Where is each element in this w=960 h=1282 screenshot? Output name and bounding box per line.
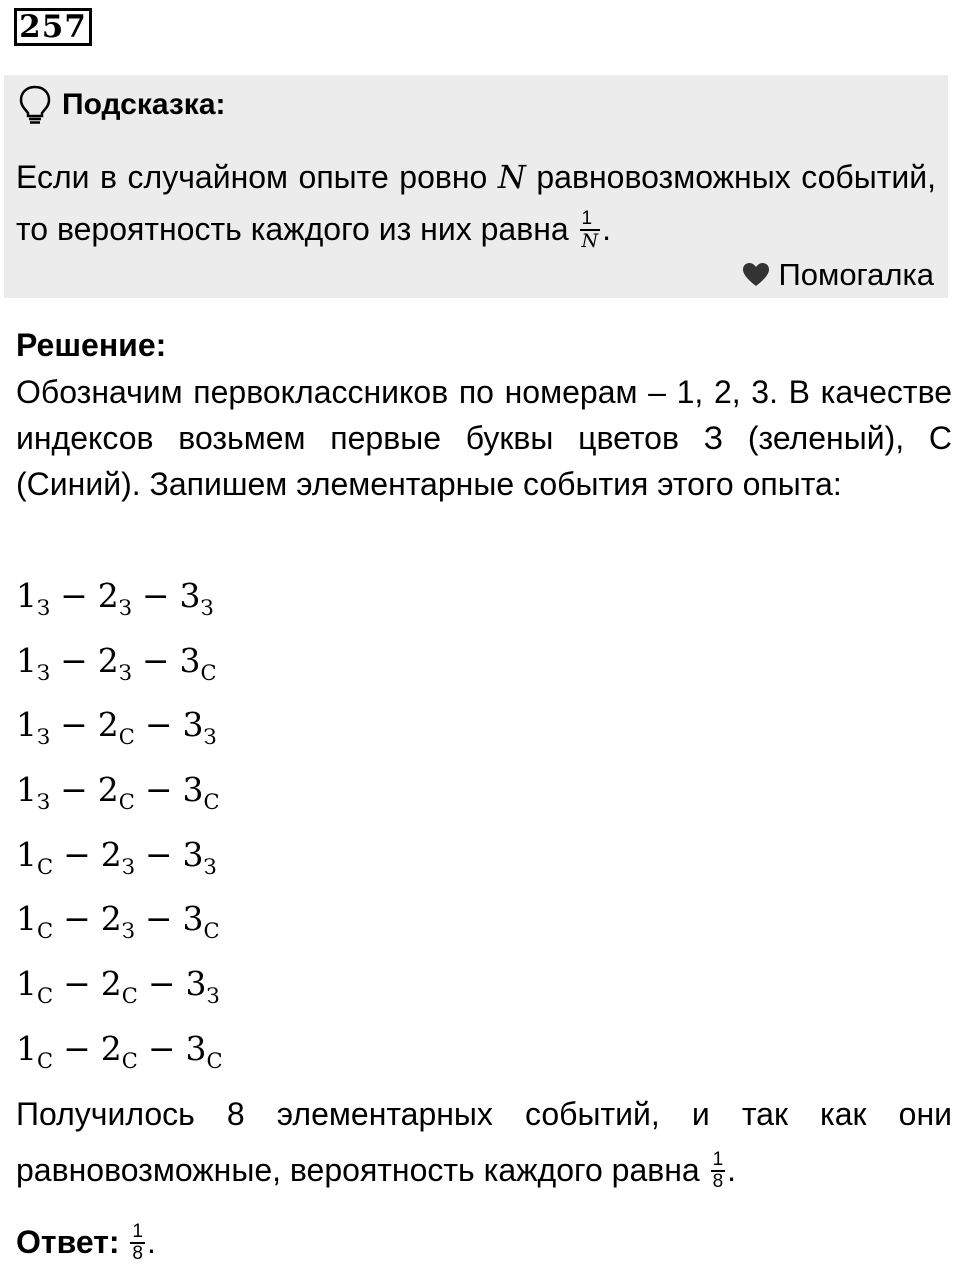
event-term: $3_С$ [182, 770, 220, 815]
minus-sign: − [63, 834, 91, 874]
minus-sign: − [63, 1028, 91, 1068]
task-number: 257 [14, 8, 92, 46]
color-index: З [200, 596, 214, 620]
color-index: С [200, 660, 217, 685]
minus-sign: − [60, 640, 88, 680]
event-row [16, 823, 223, 888]
event-term: $2_С$ [97, 770, 135, 815]
event-row [16, 887, 223, 952]
minus-sign: − [63, 964, 91, 1004]
color-index: С [37, 984, 54, 1009]
color-index: С [118, 725, 135, 750]
event-term: $2_С$ [100, 1028, 138, 1073]
color-index: С [118, 790, 135, 815]
event-term: $3_З$ [182, 834, 217, 879]
color-index: С [206, 1048, 223, 1073]
event-term: $3_С$ [179, 640, 217, 685]
event-term: $1_С$ [16, 1028, 54, 1073]
minus-sign: − [144, 705, 173, 745]
color-index: З [37, 660, 51, 685]
event-term: $1_С$ [16, 899, 54, 944]
minus-sign: − [147, 1028, 176, 1068]
color-index: С [37, 1048, 54, 1073]
minus-sign: − [144, 834, 173, 874]
event-term: $1_С$ [16, 964, 54, 1009]
event-term: $2_З$ [97, 576, 132, 620]
color-index: З [37, 790, 51, 815]
color-index: С [203, 790, 220, 815]
event-row [16, 758, 223, 823]
event-term: $3_С$ [182, 899, 220, 944]
minus-sign: − [141, 640, 170, 680]
event-term: $2_З$ [100, 834, 135, 879]
credit [742, 257, 934, 293]
event-row [16, 629, 223, 694]
minus-sign: − [144, 770, 173, 810]
event-term: $1_З$ [16, 640, 51, 685]
solution-title: Решение: [16, 327, 167, 363]
event-term: $1_З$ [16, 770, 51, 815]
event-term: $2_С$ [97, 705, 135, 750]
event-term: $3_З$ [182, 705, 217, 750]
event-term: $1_С$ [16, 834, 54, 879]
event-term: $2_С$ [100, 964, 138, 1009]
minus-sign: − [144, 899, 173, 939]
event-row [16, 1017, 223, 1082]
minus-sign: − [60, 770, 88, 810]
minus-sign: − [141, 576, 170, 615]
event-row [16, 952, 223, 1017]
event-term: $3_З$ [179, 576, 214, 620]
fraction-1-n: $\frac{1}{N}$ [581, 207, 599, 252]
color-index: З [203, 854, 217, 879]
event-term: $3_С$ [185, 1028, 223, 1073]
event-row [16, 564, 223, 629]
color-index: С [37, 919, 54, 944]
hint-header [18, 85, 226, 125]
minus-sign: − [60, 705, 88, 745]
hint-title: Подсказка: [62, 88, 226, 121]
event-term: $2_З$ [97, 640, 132, 685]
fraction-1-8: $\frac{1}{8}$ [712, 1148, 724, 1192]
minus-sign: − [63, 899, 91, 939]
hint-box [4, 75, 948, 298]
color-index: С [37, 854, 54, 879]
minus-sign: − [147, 964, 176, 1004]
color-index: С [121, 1048, 138, 1073]
color-index: З [37, 596, 51, 620]
hint-text: Если в случайном опыте ровно N равновозможных событий, то вероятность каждого из них равна $\frac{1}{N}$ . [16, 158, 937, 252]
color-index: С [203, 919, 220, 944]
color-index: З [37, 725, 51, 750]
color-index: З [121, 854, 135, 879]
events-list [16, 564, 223, 1082]
event-term: $2_З$ [100, 899, 135, 944]
lightbulb-icon [18, 85, 52, 125]
heart-icon [742, 262, 770, 288]
color-index: З [121, 919, 135, 944]
minus-sign: − [60, 576, 88, 615]
event-row [16, 693, 223, 758]
color-index: З [206, 984, 220, 1009]
event-term: $3_З$ [185, 964, 220, 1009]
color-index: З [118, 660, 132, 685]
conclusion-text: Получилось 8 элементарных событий, и так как они равновозможные, вероятность каждого равна $\frac{1}{8}$ . [16, 1096, 952, 1192]
color-index: З [118, 596, 132, 620]
color-index: С [121, 984, 138, 1009]
answer: Ответ: $\frac{1}{8}$ . [16, 1220, 156, 1264]
event-term: $1_З$ [16, 705, 51, 750]
answer-label: Ответ: [16, 1224, 120, 1260]
variable-n: N [497, 158, 526, 196]
event-term: $1_З$ [16, 576, 51, 620]
credit-label: Помогалка [778, 257, 934, 292]
color-index: З [203, 725, 217, 750]
solution-text: Обозначим первоклассников по номерам – 1, 2, 3. В качестве индексов возьмем первые буквы цветов З (зеленый), С (Синий). Запишем элементарные события этого опыта: [16, 374, 952, 502]
answer-fraction: $\frac{1}{8}$ [132, 1220, 143, 1264]
